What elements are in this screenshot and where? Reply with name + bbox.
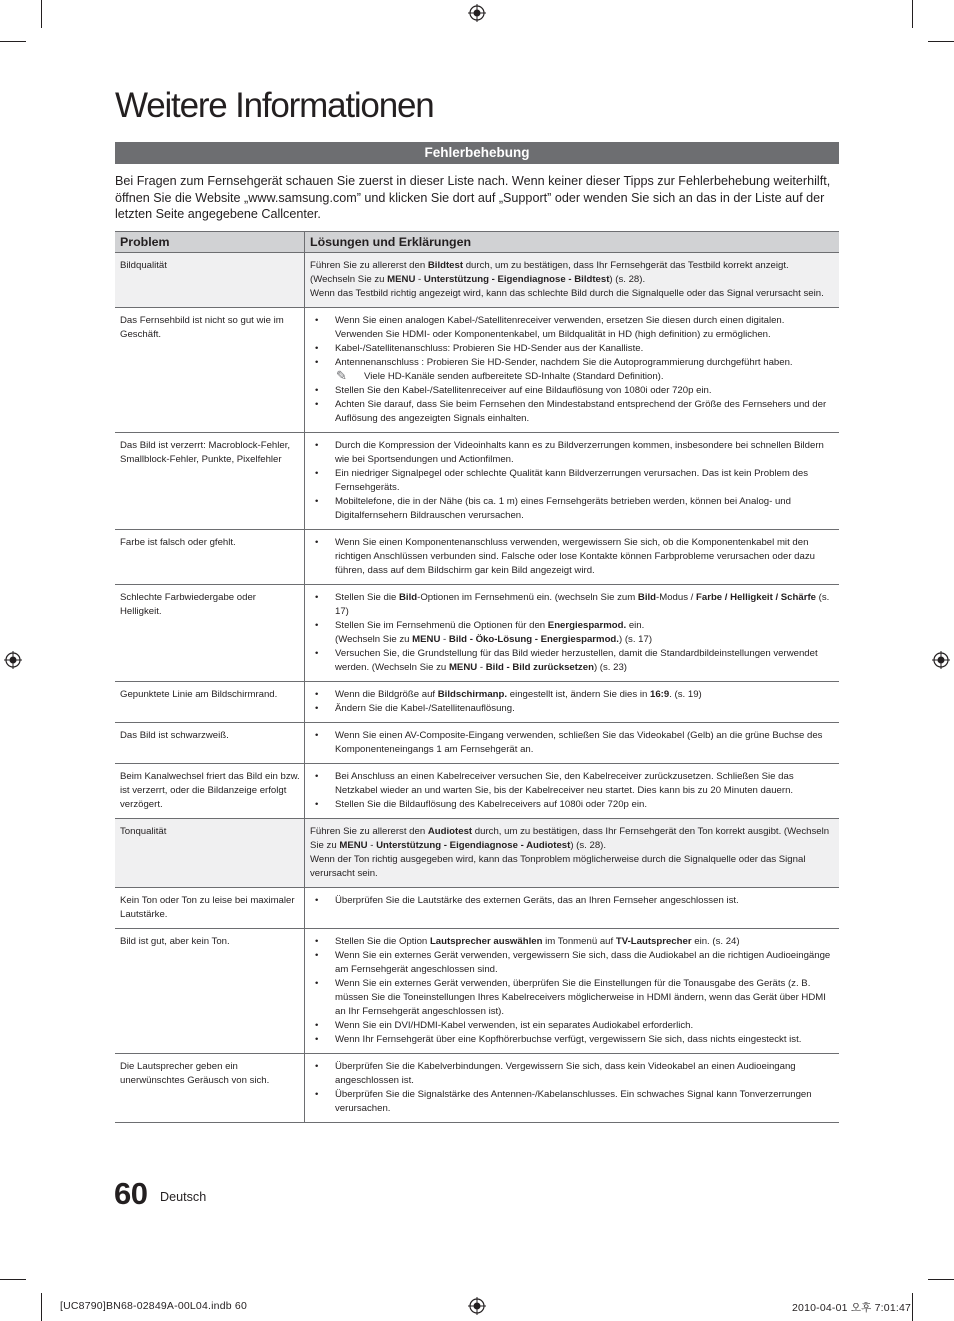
crop-mark	[41, 0, 42, 28]
problem-cell: Bildqualität	[115, 253, 305, 308]
page-title: Weitere Informationen	[115, 86, 434, 125]
table-row	[115, 723, 839, 764]
column-header-problem: Problem	[115, 232, 305, 253]
crop-mark	[928, 1279, 954, 1280]
crop-mark	[0, 41, 26, 42]
problem-cell: Das Bild ist schwarzweiß.	[115, 723, 305, 764]
table-row	[115, 682, 839, 723]
problem-cell: Das Fernsehbild ist nicht so gut wie im Geschäft.	[115, 308, 305, 433]
problem-cell: Schlechte Farbwiedergabe oder Helligkeit.	[115, 585, 305, 682]
solution-cell: Führen Sie zu allererst den Bildtest durch, um zu bestätigen, dass Ihr Fernsehgerät das Testbild korrekt anzeigt. (Wechseln Sie zu MENU - Unterstützung - Eigendiagnose - Bildtest) (s. 28). Wenn das Testbild richtig angezeigt wird, kann das schlechte Bild durch die Signalquelle oder das Signal verursacht sein.	[305, 253, 840, 308]
crop-mark	[912, 0, 913, 28]
crop-mark	[912, 1293, 913, 1321]
problem-cell: Bild ist gut, aber kein Ton.	[115, 929, 305, 1054]
table-row	[115, 819, 839, 888]
solution-cell: • Durch die Kompression der Videoinhalts kann es zu Bildverzerrungen kommen, insbesondere bei schnellen Bildern wie bei Sportsendungen und Actionfilmen. • Ein niedriger Signalpegel oder schlechte Qualität kann Bildverzerrungen verursachen. Das ist kein Problem des Fernsehgeräts. • Mobiltelefone, die in der Nähe (bis ca. 1 m) eines Fernsehgeräts betrieben werden, können bei Analog- und Digitalfernsehern Bildrauschen verursachen.	[305, 433, 840, 530]
solution-cell: • Überprüfen Sie die Lautstärke des externen Geräts, das an Ihren Fernseher angeschlossen ist.	[305, 888, 840, 929]
table-header-row	[115, 232, 839, 253]
table-row	[115, 253, 839, 308]
intro-paragraph: Bei Fragen zum Fernsehgerät schauen Sie zuerst in dieser Liste nach. Wenn keiner dieser Tipps zur Fehlerbehebung weiterhilft, öffnen Sie die Website „www.samsung.com” und klicken Sie dort auf „Support” oder wenden Sie sich an das in der Liste auf der letzten Seite angegebene Callcenter.	[115, 174, 831, 221]
troubleshooting-table	[115, 231, 839, 1123]
problem-cell: Kein Ton oder Ton zu leise bei maximaler Lautstärke.	[115, 888, 305, 929]
registration-mark-icon	[4, 651, 22, 669]
problem-cell: Die Lautsprecher geben ein unerwünschtes Geräusch von sich.	[115, 1054, 305, 1123]
problem-cell: Farbe ist falsch oder gfehlt.	[115, 530, 305, 585]
problem-cell: Das Bild ist verzerrt: Macroblock-Fehler, Smallblock-Fehler, Punkte, Pixelfehler	[115, 433, 305, 530]
solution-cell: • Wenn die Bildgröße auf Bildschirmanp. eingestellt ist, ändern Sie dies in 16:9. (s. 19) • Ändern Sie die Kabel-/Satellitenauflösung.	[305, 682, 840, 723]
solution-cell: • Bei Anschluss an einen Kabelreceiver versuchen Sie, den Kabelreceiver zurückzusetzen. Schließen Sie das Netzkabel wieder an und warten Sie, bis der Kabelreceiver neu startet. Dies kann bis zu 20 Minuten dauern. • Stellen Sie die Bildauflösung des Kabelreceivers auf 1080i oder 720p ein.	[305, 764, 840, 819]
table-row	[115, 929, 839, 1054]
solution-cell: • Überprüfen Sie die Kabelverbindungen. Vergewissern Sie sich, dass kein Videokabel an einen Audioeingang angeschlossen ist. • Überprüfen Sie die Signalstärke des Antennen-/Kabelanschlusses. Ein schwaches Signal kann Tonverzerrungen verursachen.	[305, 1054, 840, 1123]
section-heading: Fehlerbehebung	[115, 142, 839, 164]
solution-cell: • Wenn Sie einen analogen Kabel-/Satellitenreceiver verwenden, ersetzen Sie diesen durch einen digitalen. Verwenden Sie HDMI- oder Komponentenkabel, um Bildqualität in HD (high definition) zu ermöglichen. • Kabel-/Satellitenanschluss: Probieren Sie HD-Sender aus der Kanalliste. • Antennenanschluss : Probieren Sie HD-Sender, nachdem Sie die Autoprogrammierung durchgeführt haben. ✎ Viele HD-Kanäle senden aufbereitete SD-Inhalte (Standard Definition). • Stellen Sie den Kabel-/Satellitenreceiver auf eine Bildauflösung von 1080i oder 720p ein. • Achten Sie darauf, dass Sie beim Fernsehen den Mindestabstand entsprechend der Größe des Fernsehers und der Auflösung des angezeigten Signals einhalten.	[305, 308, 840, 433]
slug-timestamp: 2010-04-01 오후 7:01:47	[792, 1302, 912, 1314]
problem-cell: Gepunktete Linie am Bildschirmrand.	[115, 682, 305, 723]
table-row	[115, 433, 839, 530]
solution-cell: • Wenn Sie einen Komponentenanschluss verwenden, wergewissern Sie sich, ob die Komponentenkabel mit den richtigen Anschlüssen verbunden sind. Falsche oder lose Kontakte können Farbprobleme verursachen oder dazu führen, dass auf dem Bildschirm gar kein Bild angezeigt wird.	[305, 530, 840, 585]
page-number: 60	[114, 1176, 148, 1211]
crop-mark	[0, 1279, 26, 1280]
page-language: Deutsch	[160, 1190, 207, 1204]
table-row	[115, 585, 839, 682]
problem-cell: Tonqualität	[115, 819, 305, 888]
note-icon: ✎	[336, 368, 347, 383]
table-body	[115, 253, 839, 1123]
table-row	[115, 530, 839, 585]
crop-mark	[41, 1293, 42, 1321]
table-row	[115, 888, 839, 929]
solution-cell: • Stellen Sie die Option Lautsprecher auswählen im Tonmenü auf TV-Lautsprecher ein. (s. 24) • Wenn Sie ein externes Gerät verwenden, vergewissern Sie sich, dass die Audiokabel an die richtigen Audioeingänge am Fernsehgerät angeschlossen sind. • Wenn Sie ein externes Gerät verwenden, überprüfen Sie die Einstellungen für die Tonausgabe des Geräts (z. B. müssen Sie die Toneinstellungen Ihres Kabelreceivers möglicherweise in HDMI ändern, wenn das Gerät über HDMI an Ihr Fernsehgerät angeschlossen ist). • Wenn Sie ein DVI/HDMI-Kabel verwenden, ist ein separates Audiokabel erforderlich. • Wenn Ihr Fernsehgerät über eine Kopfhörerbuchse verfügt, vergewissern Sie sich, dass nichts eingesteckt ist.	[305, 929, 840, 1054]
slug-file-info: [UC8790]BN68-02849A-00L04.indb 60	[60, 1300, 247, 1312]
table-row	[115, 1054, 839, 1123]
registration-mark-icon	[468, 1297, 486, 1315]
problem-cell: Beim Kanalwechsel friert das Bild ein bzw. ist verzerrt, oder die Bildanzeige erfolgt verzögert.	[115, 764, 305, 819]
table-row	[115, 764, 839, 819]
table-row	[115, 308, 839, 433]
solution-cell: Führen Sie zu allererst den Audiotest durch, um zu bestätigen, dass Ihr Fernsehgerät den Ton korrekt ausgibt. (Wechseln Sie zu MENU - Unterstützung - Eigendiagnose - Audiotest) (s. 28). Wenn der Ton richtig ausgegeben wird, kann das Tonproblem möglicherweise durch die Signalquelle oder das Signal verursacht sein.	[305, 819, 840, 888]
registration-mark-icon	[932, 651, 950, 669]
column-header-solution: Lösungen und Erklärungen	[305, 232, 840, 253]
solution-cell: • Wenn Sie einen AV-Composite-Eingang verwenden, schließen Sie das Videokabel (Gelb) an die grüne Buchse des Komponenteneingangs 1 am Fernsehgerät an.	[305, 723, 840, 764]
crop-mark	[928, 41, 954, 42]
solution-cell: • Stellen Sie die Bild-Optionen im Fernsehmenü ein. (wechseln Sie zum Bild-Modus / Farbe / Helligkeit / Schärfe (s. 17) • Stellen Sie im Fernsehmenü die Optionen für den Energiesparmod. ein. (Wechseln Sie zu MENU - Bild - Öko-Lösung - Energiesparmod.) (s. 17) • Versuchen Sie, die Grundstellung für das Bild wieder herzustellen, damit die Standardbildeinstellungen verwendet werden. (Wechseln Sie zu MENU - Bild - Bild zurücksetzen) (s. 23)	[305, 585, 840, 682]
registration-mark-icon	[468, 4, 486, 22]
